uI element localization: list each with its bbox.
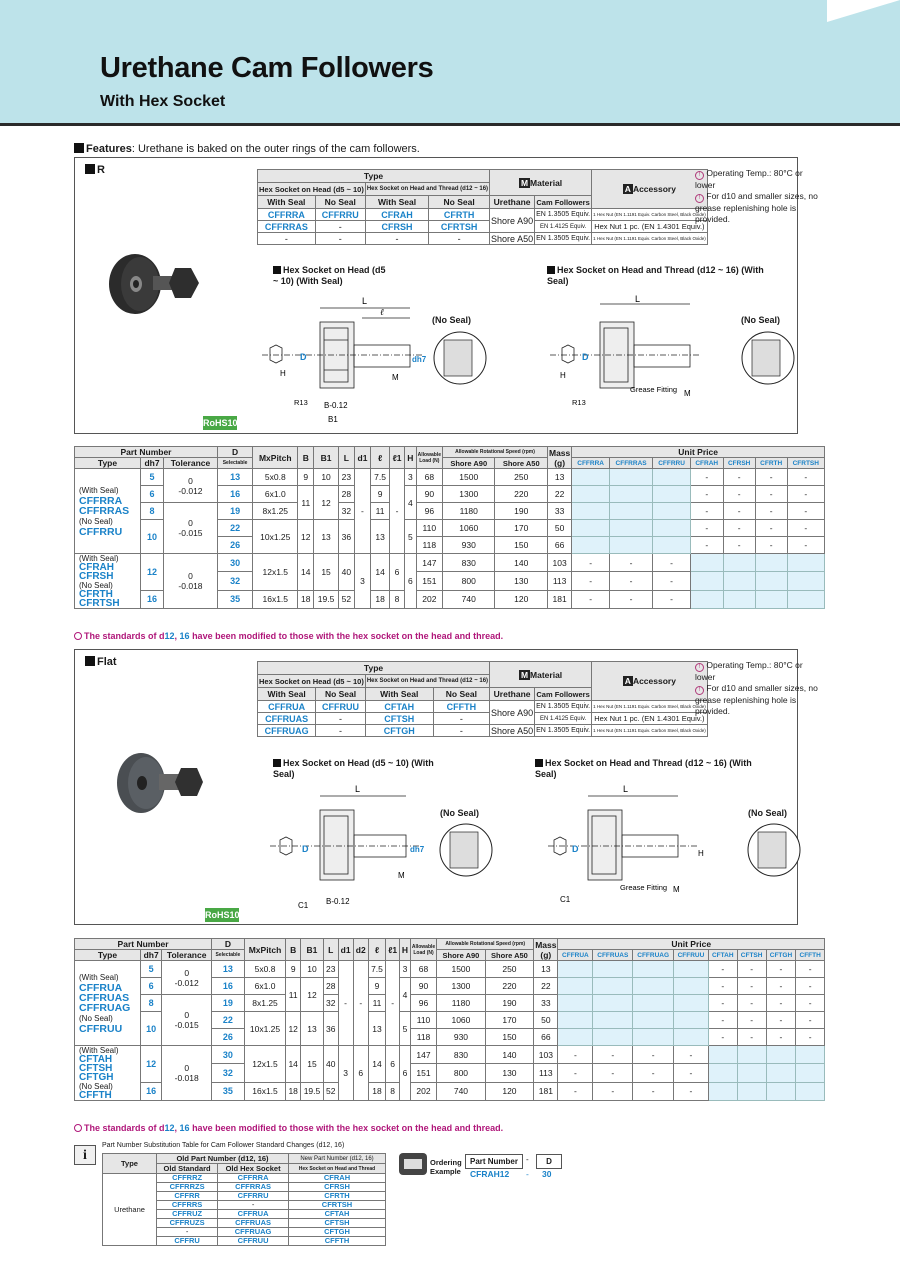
drawing-title-r1: Hex Socket on Head (d5 ~ 10) (With Seal) [273,265,386,286]
subst-title: Part Number Substitution Table for Cam Follower Standard Changes (d12, 16) [102,1142,345,1149]
header-tab [827,22,900,123]
svg-text:D: D [300,352,307,362]
svg-text:C1: C1 [298,901,309,910]
svg-text:H: H [698,849,704,858]
noseal-label: (No Seal) [741,315,781,325]
header-rule [0,123,900,126]
panel-r-label: R [85,164,105,176]
order-pn-value: CFRAH12 [470,1169,510,1179]
svg-text:L: L [623,784,629,794]
svg-text:M: M [398,871,405,880]
noseal-label: (No Seal) [432,315,472,325]
svg-text:M: M [684,389,691,398]
order-d-header: D [536,1154,562,1169]
table-row: (With Seal) CFFRUA CFFRUAS CFFRUAG (No Seal) CFFRUU 5 0 -0.012 13 5x0.8 9 10 23 - - 7.5 - 3 68 1500 250 13 - - - - [75,961,825,978]
drawing-f2 [548,780,728,920]
type-table-r: Type M Material A Accessory Hex Socket on Head (d5 ~ 10) Hex Socket on Head and Thread (d12 ~ 16) With Seal No Seal With Seal No Seal Urethane Cam Followers CFFRRA CFFRRU CFRAH CFRTH Shore A90 EN 1.3505 Equiv. 1 Hex Nut (EN 1.1191 Equiv. Carbon Steel, Black Oxide) CFFRRAS - CFRSH CFRTSH EN 1.4125 Equiv. Hex Nut 1 pc. (EN 1.4301 Equiv.) - - - - Shore A50 EN 1.3505 Equiv. 1 Hex Nut (EN 1.1191 Equiv. Carbon Steel, Black Oxide) [259,171,706,244]
table-row: 6 16 6x1.0 11 12 28 9 4 90 1300 220 22 - - - - [75,978,825,995]
caution-icon [74,1124,82,1132]
ordering-label: Ordering Example [430,1158,462,1176]
table-row: (With Seal) CFFRRA CFFRRAS (No Seal) CFFRRU 5 0 -0.012 13 5x0.8 9 10 23 - 7.5 - 3 68 1500 250 13 - - - - [75,469,825,486]
notes-flat: ! Operating Temp.: 80°C or lower ! For d10 and smaller sizes, no grease replenishing hole is provided. [695,660,818,716]
header-fold [827,0,900,22]
table-row: 32 151 800 130 113 - - - - [75,1064,825,1082]
drawing-title-f1: Hex Socket on Head (d5 ~ 10) (With Seal) [273,758,434,779]
caution-icon: ! [695,663,704,672]
table-row: 8 0 -0.015 19 8x1.25 32 11 96 1180 190 33 - - - - [75,995,825,1012]
rohs-badge: RoHS10 [203,418,238,428]
svg-text:ℓ: ℓ [380,307,384,317]
svg-text:Grease Fitting: Grease Fitting [620,883,668,892]
cam-follower-photo-r [103,246,203,316]
hdr-mxpitch: MxPitch [244,939,286,961]
svg-text:dh7: dh7 [412,355,427,364]
svg-text:R13: R13 [294,398,308,407]
drawing-r2 [550,290,720,430]
table-row: 8 0 -0.015 19 8x1.25 32 11 96 1180 190 33 - - - - [75,503,825,520]
notes-r: ! Operating Temp.: 80°C or lower ! For d10 and smaller sizes, no grease replenishing hole is provided. [695,168,818,224]
svg-text:H: H [280,369,286,378]
standards-note-flat: The standards of d12, 16 have been modified to those with the hex socket on the head and thread. [74,1123,503,1133]
cam-follower-photo-flat [113,748,213,818]
features-text: : Urethane is baked on the outer rings of the cam followers. [131,143,420,155]
svg-text:L: L [362,296,368,306]
bullet-square-icon [85,164,95,174]
features-label: Features [86,143,132,155]
drawing-r1 [262,290,442,430]
table-row: 26 118 930 150 66 - - - - [75,537,825,554]
table-row: 10 22 10x1.25 12 13 36 13 5 110 1060 170 50 - - - - [75,1012,825,1029]
noseal-detail-f2 [744,822,804,882]
svg-text:C1: C1 [560,895,571,904]
noseal-label: (No Seal) [748,808,788,818]
hdr-unit-price: Unit Price [558,939,825,950]
svg-text:L: L [355,784,361,794]
page-title: Urethane Cam Followers [100,52,434,84]
type-table-flat: Type M Material A Accessory Hex Socket on Head (d5 ~ 10) Hex Socket on Head and Thread (d12 ~ 16) With Seal No Seal With Seal No Seal Urethane Cam Followers CFFRUA CFFRUU CFTAH CFFTH Shore A90 EN 1.3505 Equiv. 1 Hex Nut (EN 1.1191 Equiv. Carbon Steel, Black Oxide) CFFRUAS - CFTSH - EN 1.4125 Equiv. Hex Nut 1 pc. (EN 1.4301 Equiv.) CFFRUAG - CFTGH - Shore A50 EN 1.3505 Equiv. 1 Hex Nut (EN 1.1191 Equiv. Carbon Steel, Black Oxide) [259,663,706,736]
svg-text:D: D [572,844,579,854]
noseal-detail-r1 [430,330,490,390]
hdr-part-number: Part Number [75,939,212,950]
table-row: (With Seal) CFTAH CFTSH CFTGH (No Seal) CFFTH 12 0 -0.018 30 12x1.5 14 15 40 3 6 14 6 6 147 830 140 103 - - - - [75,1046,825,1064]
bullet-square-icon [85,656,95,666]
rohs-badge: RoHS10 [205,910,240,920]
ordering-icon [398,1152,428,1176]
bullet-square-icon [74,143,84,153]
svg-text:B-0.12: B-0.12 [326,897,350,906]
standards-note-r: The standards of d12, 16 have been modified to those with the hex socket on the head and thread. [74,631,503,641]
svg-text:Grease Fitting: Grease Fitting [630,385,678,394]
table-row: 32 151 800 130 113 - - - [75,572,825,590]
hdr-part-number: Part Number [75,447,218,458]
caution-icon: ! [695,194,704,203]
info-icon: i [74,1145,96,1165]
panel-flat-label: Flat [85,656,117,668]
table-row: (With Seal) CFRAH CFRSH (No Seal) CFRTH CFRTSH 12 0 -0.018 30 12x1.5 14 15 40 3 14 6 6 147 830 140 103 - - - [75,554,825,572]
noseal-detail-r2 [738,330,798,390]
svg-text:L: L [635,294,641,304]
subst-table: Type Old Part Number (d12, 16) New Part Number (d12, 16) Old Standard Old Hex Socket Hex Socket on Head and Thread Urethane CFFRRZ CFFRRA CFRAH CFFRRZS CFFRRAS CFRSH CFFRR CFFRRU CFRTH CFFRRS - CFRTSH CFFRUZ CFFRUA CFTAH CFFRUZS CFFRUAS CFTSH - CFFRUAG CFTGH CFFRU CFFRUU CFFTH [102,1153,386,1246]
features-line [74,143,420,155]
svg-text:B-0.12: B-0.12 [324,401,348,410]
material-heading: M Material [490,170,592,196]
order-d-value: 30 [542,1169,552,1179]
svg-text:D: D [302,844,309,854]
parts-table-r: Part Number D MxPitch B B1 L d1 ℓ ℓ1 H Allowable Load (N) Allowable Rotational Speed (rpm) Mass (g) Unit Price Type dh7 Tolerance Selectable Shore A90 Shore A50 CFFRRA CFFRRAS CFFRRU CFRAH CFRSH CFRTH CFRTSH (With Seal) CFFRRA CFFRRAS (No Seal) CFFRRU 5 0 -0.012 13 5x0.8 9 10 23 - 7.5 - 3 68 1500 250 13 - - - - 6 16 6x1.0 11 12 28 9 4 90 1300 220 22 - - - - 8 0 -0.015 19 8x1.25 32 11 96 1180 190 33 - - - - 10 22 10x1.25 12 13 36 13 5 110 1060 170 50 - - - - 26 118 930 150 66 - - - - (With Seal) CFRAH CFRSH (No Seal) CFRTH CFRTSH 12 0 -0.018 30 12x1.5 14 15 40 3 14 6 6 147 830 140 103 - - - 32 151 800 130 113 - - - 16 35 16x1.5 18 19.5 52 18 8 202 740 120 181 - - - [74,446,825,609]
drawing-title-r2: Hex Socket on Head and Thread (d12 ~ 16) (With Seal) [547,265,764,286]
table-row: 16 35 16x1.5 18 19.5 52 18 8 202 740 120 181 - - - [75,590,825,608]
caution-icon: ! [695,686,704,695]
table-row: 26 118 930 150 66 - - - - [75,1029,825,1046]
svg-text:D: D [582,352,589,362]
parts-table-flat: Part Number D MxPitch B B1 L d1 d2 ℓ ℓ1 H Allowable Load (N) Allowable Rotational Speed (rpm) Mass (g) Unit Price Type dh7 Tolerance Selectable Shore A90 Shore A50 CFFRUA CFFRUAS CFFRUAG CFFRUU CFTAH CFTSH CFTGH CFFTH (With Seal) CFFRUA CFFRUAS CFFRUAG (No Seal) CFFRUU 5 0 -0.012 13 5x0.8 9 10 23 - - 7.5 - 3 68 1500 250 13 - - - - 6 16 6x1.0 11 12 28 9 4 90 1300 220 22 - - - - 8 0 -0.015 19 8x1.25 32 11 96 1180 190 33 - - - - 10 22 10x1.25 12 13 36 13 5 110 1060 170 50 - - - - 26 118 930 150 66 - - - - (With Seal) CFTAH CFTSH CFTGH (No Seal) CFFTH 12 0 -0.018 30 12x1.5 14 15 40 3 6 14 6 6 147 830 140 103 - - - - 32 151 800 130 113 - - - - 16 35 16x1.5 18 19.5 52 18 8 202 740 120 181 - - - - [74,938,825,1101]
caution-icon [74,632,82,640]
svg-text:M: M [392,373,399,382]
svg-text:B1: B1 [328,415,338,424]
accessory-heading: A Accessory [592,170,708,209]
table-row: 16 35 16x1.5 18 19.5 52 18 8 202 740 120 181 - - - - [75,1082,825,1100]
noseal-detail-f1 [436,822,496,882]
svg-text:M: M [673,885,680,894]
table-row: 6 16 6x1.0 11 12 28 9 4 90 1300 220 22 - - - - [75,486,825,503]
order-pn-header: Part Number [465,1154,523,1169]
svg-text:dh7: dh7 [410,845,425,854]
order-sep-value: - [526,1169,529,1179]
page-subtitle: With Hex Socket [100,93,226,110]
svg-text:H: H [560,371,566,380]
drawing-f1 [270,780,440,920]
hdr-unit-price: Unit Price [572,447,825,458]
caution-icon: ! [695,171,704,180]
hdr-mxpitch: MxPitch [253,447,298,469]
svg-text:R13: R13 [572,398,586,407]
drawing-title-f2: Hex Socket on Head and Thread (d12 ~ 16) (With Seal) [535,758,752,779]
table-row: 10 22 10x1.25 12 13 36 13 5 110 1060 170 50 - - - - [75,520,825,537]
order-sep: - [526,1155,529,1164]
noseal-label: (No Seal) [440,808,480,818]
